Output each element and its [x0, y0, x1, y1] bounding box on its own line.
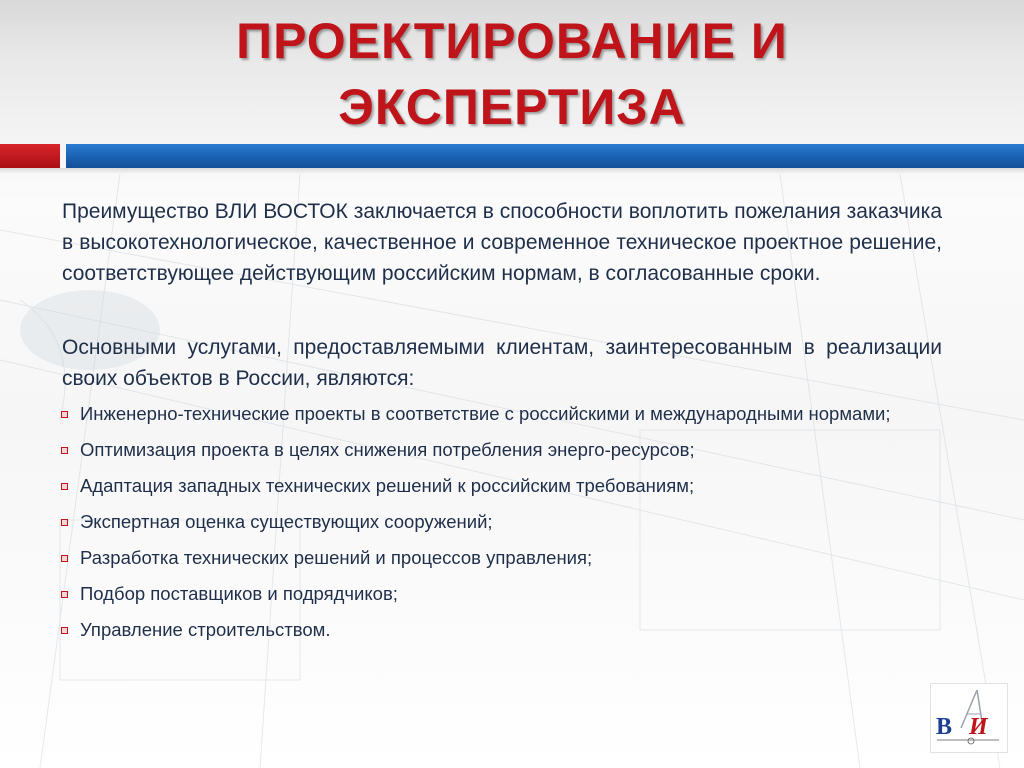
title-line-2: ЭКСПЕРТИЗА: [338, 79, 686, 135]
list-item: [62, 616, 942, 644]
list-item: [62, 436, 942, 464]
list-item-text: Экспертная оценка существующих сооружений;: [80, 511, 493, 532]
hollow-square-bullet-icon: [61, 447, 68, 454]
hollow-square-bullet-icon: [61, 519, 68, 526]
svg-text:В: В: [936, 714, 953, 740]
list-item-text: Адаптация западных технических решений к российским требованиям;: [80, 475, 695, 496]
list-item-text: Инженерно-технические проекты в соответствие с российскими и международными нормами;: [80, 403, 891, 424]
list-item: [62, 472, 942, 500]
company-logo: [930, 683, 1008, 753]
vli-vostok-logo-icon: [931, 684, 1007, 752]
list-item: [62, 508, 942, 536]
list-item: [62, 400, 942, 428]
hollow-square-bullet-icon: [61, 555, 68, 562]
list-item-text: Управление строительством.: [80, 619, 331, 640]
list-item-text: Подбор поставщиков и подрядчиков;: [80, 583, 398, 604]
hollow-square-bullet-icon: [61, 483, 68, 490]
services-list: [62, 400, 942, 644]
accent-bar-blue: [66, 144, 1024, 168]
services-heading: Основными услугами, предоставляемыми клиентам, заинтересованным в реализации своих объектов в России, являются:: [62, 336, 942, 390]
list-item: [62, 544, 942, 572]
title-line-1: ПРОЕКТИРОВАНИЕ И: [236, 13, 788, 69]
hollow-square-bullet-icon: [61, 591, 68, 598]
accent-bar-shadow: [0, 168, 1024, 174]
list-item-text: Оптимизация проекта в целях снижения потребления энерго-ресурсов;: [80, 439, 695, 460]
intro-paragraph: Преимущество ВЛИ ВОСТОК заключается в способности воплотить пожелания заказчика в высокотехнологическое, качественное и современное техническое проектное решение, соответствующее действующим российским нормам, в согласованные сроки.: [62, 200, 942, 285]
hollow-square-bullet-icon: [61, 411, 68, 418]
content-area: [62, 196, 942, 652]
list-item-text: Разработка технических решений и процессов управления;: [80, 547, 593, 568]
accent-bar-red: [0, 144, 60, 168]
list-item: [62, 580, 942, 608]
svg-text:И: И: [969, 714, 988, 740]
page-title: [0, 8, 1024, 140]
hollow-square-bullet-icon: [61, 627, 68, 634]
